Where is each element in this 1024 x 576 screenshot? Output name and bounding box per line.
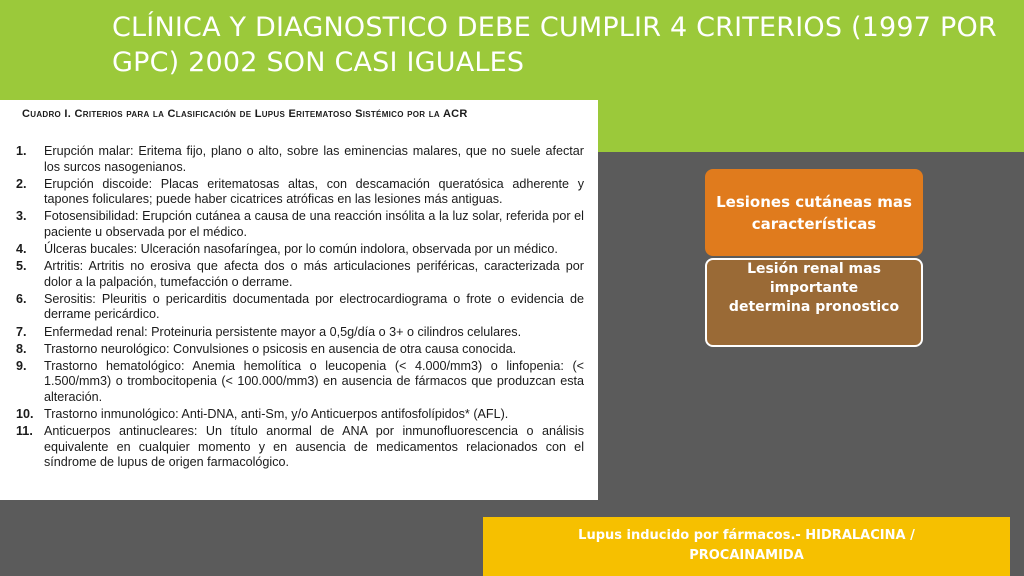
- criterion-text: Trastorno hematológico: Anemia hemolítica o leucopenia (< 4.000/mm3) o linfopenia: (< 1.500/mm3) o trombocitopenia (< 100.000/mm3) en ausencia de fármacos que produzcan esta alteración.: [44, 358, 584, 404]
- criterion-number: 11.: [16, 424, 33, 439]
- criterion-text: Serositis: Pleuritis o pericarditis documentada por electrocardiograma o frote o evidencia de derrame pericárdico.: [44, 291, 584, 322]
- drug-induced-lupus-text: Lupus inducido por fármacos.- HIDRALACINA / PROCAINAMIDA: [578, 528, 915, 563]
- criterion-number: 9.: [16, 358, 27, 373]
- criterion-text: Erupción malar: Eritema fijo, plano o alto, sobre las eminencias malares, que no suele afectar los surcos nasogenianos.: [44, 144, 584, 174]
- criterion-text: Trastorno inmunológico: Anti-DNA, anti-Sm, y/o Anticuerpos antifosfolípidos* (AFL).: [44, 407, 509, 421]
- criterion-2: [16, 177, 584, 208]
- criterion-8: [16, 342, 584, 358]
- renal-lesion-box: [705, 258, 923, 347]
- criterion-5: [16, 259, 584, 290]
- criterion-9: [16, 359, 584, 406]
- criterion-number: 3.: [16, 209, 27, 224]
- criterion-7: [16, 325, 584, 341]
- criterion-text: Anticuerpos antinucleares: Un título anormal de ANA por inmunofluorescencia o análisis equivalente en cualquier momento y en ausencia de medicamentos relacionados con el síndrome de lupus de origen farmacológico.: [44, 424, 584, 470]
- criterion-4: [16, 242, 584, 258]
- criterion-number: 5.: [16, 259, 27, 274]
- skin-lesions-box: [705, 169, 923, 256]
- criterion-number: 1.: [16, 144, 27, 158]
- criterion-text: Trastorno neurológico: Convulsiones o psicosis en ausencia de otra causa conocida.: [44, 341, 517, 356]
- slide-title: CLÍNICA Y DIAGNOSTICO DEBE CUMPLIR 4 CRITERIOS (1997 POR GPC) 2002 SON CASI IGUALES: [112, 12, 997, 78]
- criterion-1: [16, 144, 584, 175]
- criterion-text: Úlceras bucales: Ulceración nasofaríngea, por lo común indolora, observada por un médico.: [44, 242, 558, 257]
- criterion-11: [16, 424, 584, 471]
- drug-induced-lupus-note: [483, 517, 1010, 576]
- criterion-text: Enfermedad renal: Proteinuria persistente mayor a 0,5g/día o 3+ o cilindros celulares.: [44, 324, 522, 339]
- criterion-3: [16, 209, 584, 240]
- renal-lesion-text: Lesión renal mas importante determina pronostico: [728, 261, 900, 315]
- skin-lesions-text: Lesiones cutáneas mas características: [716, 192, 912, 233]
- criterion-number: 7.: [16, 324, 27, 339]
- criteria-document: [0, 100, 598, 500]
- criterion-6: [16, 292, 584, 323]
- criterion-number: 6.: [16, 291, 27, 306]
- criterion-number: 8.: [16, 341, 27, 356]
- criterion-text: Artritis: Artritis no erosiva que afecta dos o más articulaciones periféricas, caracterizada por dolor a la palpación, tumefacción o derrame.: [44, 259, 584, 289]
- criterion-number: 2.: [16, 176, 27, 191]
- criterion-text: Fotosensibilidad: Erupción cutánea a causa de una reacción insólita a la luz solar, referida por el paciente u observada por el médico.: [44, 209, 584, 239]
- document-heading: Cuadro I. Criterios para la Clasificación de Lupus Eritematoso Sistémico por la ACR: [22, 108, 468, 120]
- criterion-number: 4.: [16, 242, 27, 257]
- criterion-number: 10.: [16, 407, 34, 421]
- criteria-list: [16, 144, 584, 472]
- criterion-10: [16, 407, 584, 423]
- criterion-text: Erupción discoide: Placas eritematosas altas, con descamación queratósica adherente y tapones foliculares; puede haber cicatrices atróficas en las lesiones más antiguas.: [44, 176, 584, 207]
